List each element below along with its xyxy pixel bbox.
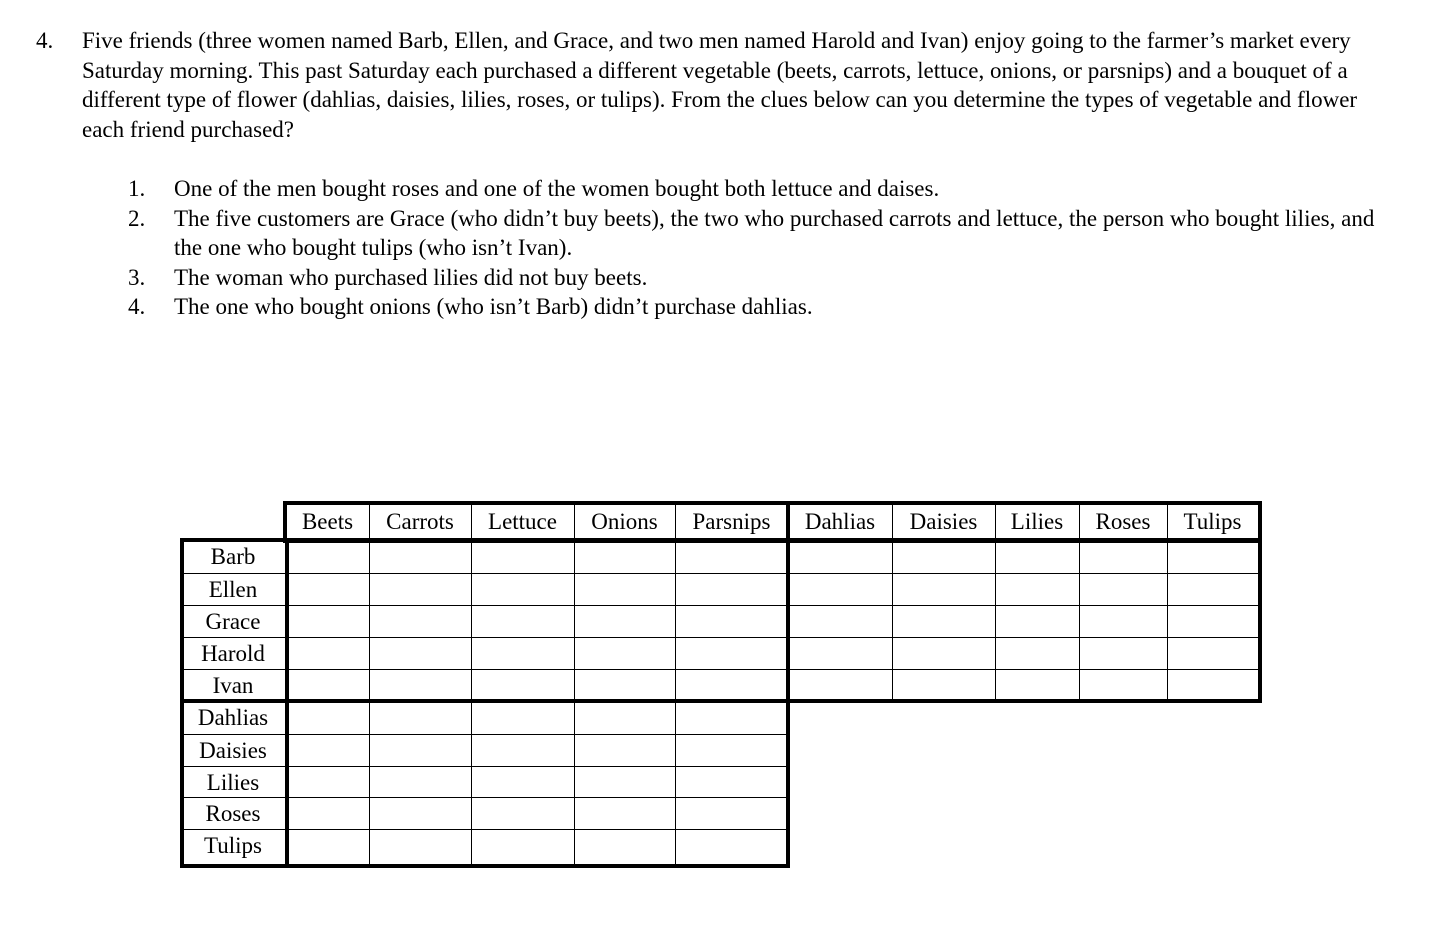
grid-cell[interactable] bbox=[997, 607, 1077, 635]
grid-cell[interactable] bbox=[371, 607, 469, 635]
row-divider bbox=[180, 573, 1260, 574]
grid-cell[interactable] bbox=[894, 671, 993, 699]
grid-cell[interactable] bbox=[371, 671, 469, 699]
grid-cell[interactable] bbox=[1081, 607, 1165, 635]
grid-cell[interactable] bbox=[997, 639, 1077, 667]
grid-cell[interactable] bbox=[371, 768, 469, 795]
row-header-barb: Barb bbox=[210, 544, 256, 569]
row-divider bbox=[180, 669, 1260, 670]
row-divider bbox=[180, 734, 788, 735]
row-divider bbox=[180, 766, 788, 767]
grid-cell[interactable] bbox=[576, 607, 673, 635]
column-divider bbox=[369, 701, 370, 866]
column-divider bbox=[471, 540, 472, 701]
grid-cell[interactable] bbox=[371, 799, 469, 827]
grid-cell[interactable] bbox=[473, 768, 572, 795]
grid-cell[interactable] bbox=[790, 639, 890, 667]
grid-cell[interactable] bbox=[473, 736, 572, 764]
grid-cell[interactable] bbox=[371, 831, 469, 864]
column-header-onions: Onions bbox=[591, 509, 658, 534]
grid-cell[interactable] bbox=[677, 575, 786, 603]
grid-cell[interactable] bbox=[288, 703, 367, 732]
header-divider bbox=[1079, 501, 1080, 540]
grid-cell[interactable] bbox=[894, 542, 993, 571]
grid-cell[interactable] bbox=[576, 768, 673, 795]
column-divider bbox=[369, 540, 370, 701]
grid-cell[interactable] bbox=[288, 542, 367, 571]
grid-cell[interactable] bbox=[288, 671, 367, 699]
grid-cell[interactable] bbox=[473, 831, 572, 864]
problem-number: 4. bbox=[36, 28, 54, 53]
grid-cell[interactable] bbox=[576, 831, 673, 864]
row-header-daisies: Daisies bbox=[199, 738, 267, 763]
row-header-lilies: Lilies bbox=[206, 770, 260, 795]
grid-cell[interactable] bbox=[371, 736, 469, 764]
grid-cell[interactable] bbox=[677, 607, 786, 635]
grid-cell[interactable] bbox=[371, 703, 469, 732]
row-divider bbox=[180, 637, 1260, 638]
column-header-daisies: Daisies bbox=[909, 509, 978, 534]
grid-cell[interactable] bbox=[894, 575, 993, 603]
grid-cell[interactable] bbox=[1081, 671, 1165, 699]
clue-text: One of the men bought roses and one of the women bought both lettuce and daises. bbox=[174, 176, 940, 201]
grid-cell[interactable] bbox=[1169, 607, 1256, 635]
grid-cell[interactable] bbox=[677, 639, 786, 667]
grid-cell[interactable] bbox=[576, 799, 673, 827]
header-divider bbox=[675, 501, 676, 540]
row-divider bbox=[180, 829, 788, 830]
column-divider bbox=[574, 701, 575, 866]
clue-text: The woman who purchased lilies did not buy beets. bbox=[174, 264, 648, 290]
row-header-ivan: Ivan bbox=[212, 673, 254, 698]
grid-cell[interactable] bbox=[1081, 542, 1165, 571]
grid-cell[interactable] bbox=[677, 671, 786, 699]
clue-number: 3. bbox=[128, 264, 146, 290]
column-header-carrots: Carrots bbox=[386, 509, 454, 534]
grid-cell[interactable] bbox=[677, 736, 786, 764]
grid-cell[interactable] bbox=[894, 607, 993, 635]
column-divider bbox=[471, 701, 472, 866]
header-divider bbox=[995, 501, 996, 540]
row-header-roses: Roses bbox=[205, 801, 261, 826]
header-divider bbox=[1167, 501, 1168, 540]
grid-cell[interactable] bbox=[997, 671, 1077, 699]
grid-cell[interactable] bbox=[288, 575, 367, 603]
grid-cell[interactable] bbox=[576, 703, 673, 732]
grid-cell[interactable] bbox=[288, 799, 367, 827]
grid-cell[interactable] bbox=[371, 575, 469, 603]
grid-cell[interactable] bbox=[473, 639, 572, 667]
grid-cell[interactable] bbox=[677, 831, 786, 864]
header-divider bbox=[369, 501, 370, 540]
grid-cell[interactable] bbox=[288, 639, 367, 667]
row-divider bbox=[180, 605, 1260, 606]
grid-cell[interactable] bbox=[576, 736, 673, 764]
grid-cell[interactable] bbox=[677, 542, 786, 571]
column-header-beets: Beets bbox=[301, 509, 354, 534]
column-divider bbox=[1167, 540, 1168, 701]
grid-cell[interactable] bbox=[790, 607, 890, 635]
grid-cell[interactable] bbox=[677, 703, 786, 732]
row-header-ellen: Ellen bbox=[208, 577, 258, 602]
column-divider bbox=[675, 701, 676, 866]
grid-cell[interactable] bbox=[677, 799, 786, 827]
grid-cell[interactable] bbox=[473, 607, 572, 635]
problem-intro: Five friends (three women named Barb, Ellen, and Grace, and two men named Harold and Ivan) enjoy going to the farmer’s market every Saturday morning. This past Saturday each purchased a different vegetable (beets, carrots, lettuce, onions, or parsnips) and a bouquet of a different type of flower (dahlias, daisies, lilies, roses, or tulips). From the clues below can you determine the types of vegetable and flower each friend purchased? bbox=[82, 28, 1358, 142]
grid-cell[interactable] bbox=[894, 639, 993, 667]
grid-cell[interactable] bbox=[1169, 639, 1256, 667]
row-header-tulips: Tulips bbox=[204, 833, 262, 858]
grid-cell[interactable] bbox=[1081, 639, 1165, 667]
clue-text: The one who bought onions (who isn’t Barb) didn’t purchase dahlias. bbox=[174, 294, 813, 319]
column-header-lilies: Lilies bbox=[1010, 509, 1064, 534]
grid-cell[interactable] bbox=[1169, 542, 1256, 571]
grid-cell[interactable] bbox=[288, 768, 367, 795]
grid-cell[interactable] bbox=[576, 639, 673, 667]
grid-cell[interactable] bbox=[997, 542, 1077, 571]
column-divider bbox=[675, 540, 676, 701]
clue-number: 4. bbox=[128, 294, 146, 319]
row-divider bbox=[180, 797, 788, 798]
column-header-tulips: Tulips bbox=[1183, 509, 1242, 534]
header-divider bbox=[471, 501, 472, 540]
clue-number: 1. bbox=[128, 176, 146, 201]
column-divider bbox=[892, 540, 893, 701]
row-header-grace: Grace bbox=[205, 609, 261, 634]
header-divider bbox=[574, 501, 575, 540]
column-header-parsnips: Parsnips bbox=[692, 509, 771, 534]
column-divider bbox=[1079, 540, 1080, 701]
row-header-dahlias: Dahlias bbox=[197, 705, 269, 730]
grid-cell[interactable] bbox=[576, 542, 673, 571]
grid-cell[interactable] bbox=[288, 831, 367, 864]
column-header-dahlias: Dahlias bbox=[804, 509, 876, 534]
header-divider bbox=[892, 501, 893, 540]
column-divider bbox=[995, 540, 996, 701]
grid-cell[interactable] bbox=[371, 639, 469, 667]
grid-cell[interactable] bbox=[677, 768, 786, 795]
grid-cell[interactable] bbox=[473, 575, 572, 603]
grid-cell[interactable] bbox=[473, 542, 572, 571]
clue-number: 2. bbox=[128, 205, 146, 231]
grid-cell[interactable] bbox=[576, 671, 673, 699]
grid-cell[interactable] bbox=[473, 671, 572, 699]
grid-cell[interactable] bbox=[288, 607, 367, 635]
grid-cell[interactable] bbox=[473, 799, 572, 827]
column-header-roses: Roses bbox=[1095, 509, 1151, 534]
grid-cell[interactable] bbox=[997, 575, 1077, 603]
clue-text: The five customers are Grace (who didn’t buy beets), the two who purchased carrots and lettuce, the person who bought lilies, and the one who bought tulips (who isn’t Ivan). bbox=[174, 205, 1375, 260]
grid-cell[interactable] bbox=[371, 542, 469, 571]
grid-cell[interactable] bbox=[1169, 575, 1256, 603]
grid-cell[interactable] bbox=[1081, 575, 1165, 603]
header-divider-thick bbox=[786, 501, 790, 540]
grid-cell[interactable] bbox=[790, 671, 890, 699]
column-divider bbox=[574, 540, 575, 701]
row-header-harold: Harold bbox=[201, 641, 265, 666]
grid-cell[interactable] bbox=[790, 575, 890, 603]
grid-cell[interactable] bbox=[473, 703, 572, 732]
grid-cell[interactable] bbox=[288, 736, 367, 764]
grid-cell[interactable] bbox=[790, 542, 890, 571]
column-header-lettuce: Lettuce bbox=[488, 509, 557, 534]
grid-cell[interactable] bbox=[576, 575, 673, 603]
grid-cell[interactable] bbox=[1169, 671, 1256, 699]
